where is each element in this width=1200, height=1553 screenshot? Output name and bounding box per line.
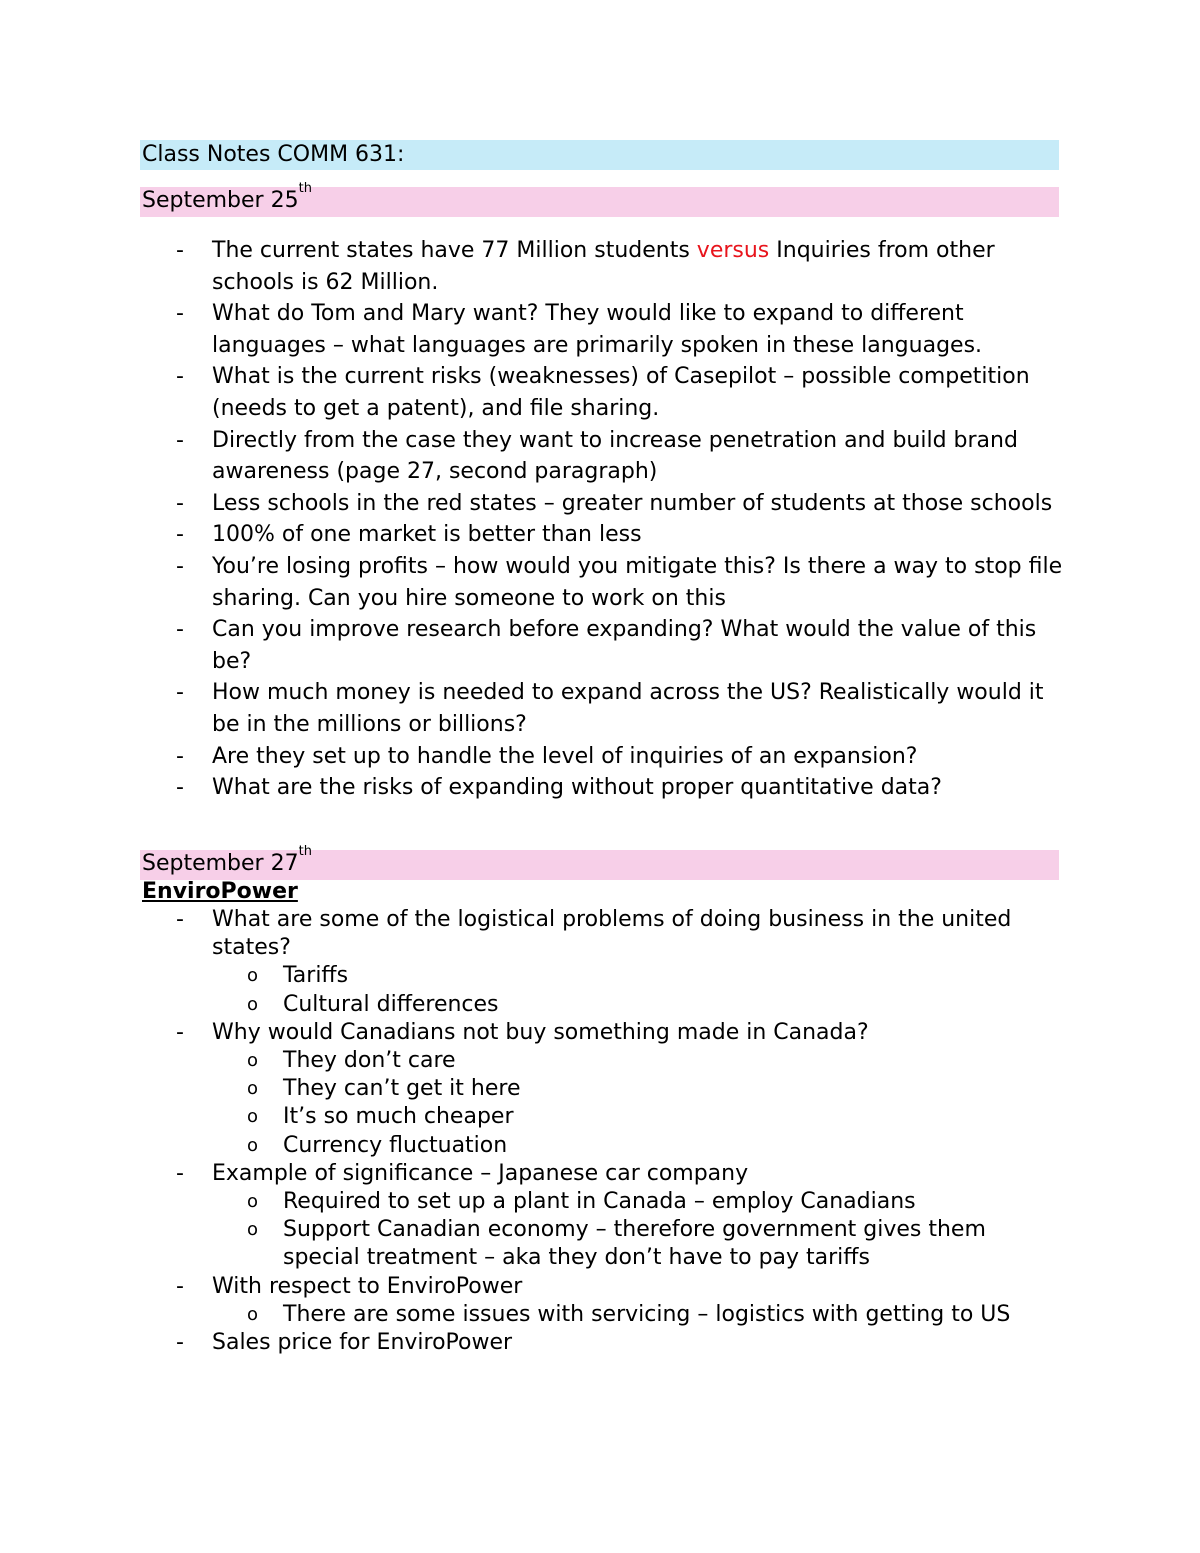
sub-item-text: There are some issues with servicing – logistics with getting to US: [283, 1301, 1011, 1327]
item-text: Why would Canadians not buy something made in Canada?: [212, 1019, 869, 1045]
dash-bullet: -: [176, 301, 184, 327]
item-text: What are some of the logistical problems of doing business in the united states?: [212, 907, 1012, 961]
dash-bullet: -: [176, 490, 184, 516]
item-text: Are they set up to handle the level of inquiries of an expansion?: [212, 743, 918, 769]
dash-bullet: -: [176, 1273, 184, 1299]
item-text: Directly from the case they want to increase penetration and build brand awareness (page 27, second paragraph): [212, 427, 1018, 485]
list-item: [0, 361, 1200, 424]
circle-bullet: o: [247, 1303, 259, 1325]
section-heading-sup: th: [298, 181, 312, 196]
item-text: What do Tom and Mary want? They would like to expand to different languages – what languages are primarily spoken in these languages.: [212, 301, 983, 358]
list-item: [0, 235, 1200, 298]
sub-item-text: Support Canadian economy – therefore government gives them special treatment – aka they don’t have to pay tariffs: [283, 1217, 986, 1271]
sub-item-text: Tariffs: [283, 963, 349, 989]
sub-list-item: [0, 962, 1200, 990]
item-text: How much money is needed to expand across the US? Realistically would it be in the millions or billions?: [212, 680, 1044, 737]
sub-item-text: They can’t get it here: [283, 1076, 521, 1102]
circle-bullet: o: [247, 1106, 259, 1128]
sub-list-item: [0, 1188, 1200, 1216]
circle-bullet: o: [247, 1050, 259, 1072]
page-title: Class Notes COMM 631:: [142, 142, 405, 167]
list-item: [0, 488, 1200, 520]
dash-bullet: -: [176, 1160, 184, 1186]
list-item: [0, 1160, 1200, 1188]
list-item: [0, 551, 1200, 614]
dash-bullet: -: [176, 427, 184, 453]
section-heading-sep25: [142, 181, 312, 216]
list-item: [0, 1273, 1200, 1301]
item-text: 100% of one market is better than less: [212, 522, 642, 548]
item-text: You’re losing profits – how would you mitigate this? Is there a way to stop file sharing. Can you hire someone to work on this: [212, 553, 1063, 611]
list-item: [0, 298, 1200, 361]
dash-bullet: -: [176, 775, 184, 801]
sub-list-item: [0, 1047, 1200, 1075]
sub-item-text: Currency fluctuation: [283, 1132, 508, 1158]
sep27-notes-list: [0, 906, 1200, 1357]
circle-bullet: o: [247, 1191, 259, 1213]
dash-bullet: -: [176, 553, 184, 579]
list-item: [0, 425, 1200, 488]
section-heading-sep27: [142, 844, 312, 879]
list-item: [0, 1329, 1200, 1357]
circle-bullet: o: [247, 965, 259, 987]
sub-item-text: Cultural differences: [283, 991, 499, 1017]
item-text: What are the risks of expanding without proper quantitative data?: [212, 775, 942, 801]
dash-bullet: -: [176, 907, 184, 932]
list-item: [0, 677, 1200, 740]
highlighted-word: versus: [696, 238, 770, 263]
list-item: [0, 1019, 1200, 1047]
sub-list-item: [0, 1132, 1200, 1160]
circle-bullet: o: [247, 1219, 259, 1241]
dash-bullet: -: [176, 1330, 184, 1356]
sub-list-item: [0, 1216, 1200, 1272]
sub-list-item: [0, 1075, 1200, 1103]
sub-item-text: Required to set up a plant in Canada – employ Canadians: [283, 1189, 916, 1215]
section-heading-sup: th: [298, 844, 312, 859]
dash-bullet: -: [176, 238, 184, 263]
list-item: [0, 519, 1200, 551]
list-item: [0, 614, 1200, 677]
case-subheading: EnviroPower: [142, 879, 298, 904]
dash-bullet: -: [176, 743, 184, 769]
sub-list-item: [0, 1103, 1200, 1131]
dash-bullet: -: [176, 1019, 184, 1045]
sub-item-text: It’s so much cheaper: [283, 1104, 514, 1130]
circle-bullet: o: [247, 993, 259, 1015]
sub-list-item: [0, 991, 1200, 1019]
sub-list-item: [0, 1301, 1200, 1329]
section-heading-text: September 27: [142, 851, 299, 876]
dash-bullet: -: [176, 522, 184, 548]
item-text: With respect to EnviroPower: [212, 1273, 523, 1299]
item-text: Sales price for EnviroPower: [212, 1330, 513, 1356]
sep25-notes-list: [0, 235, 1200, 804]
dash-bullet: -: [176, 617, 184, 643]
item-text: Inquiries from other schools is 62 Million.: [212, 238, 995, 295]
item-text: The current states have 77 Million students: [212, 238, 697, 263]
section-heading-text: September 25: [142, 188, 299, 213]
item-text: Less schools in the red states – greater number of students at those schools: [212, 490, 1053, 516]
list-item: [0, 906, 1200, 962]
dash-bullet: -: [176, 364, 184, 390]
list-item: [0, 741, 1200, 773]
dash-bullet: -: [176, 680, 184, 706]
item-text: What is the current risks (weaknesses) of Casepilot – possible competition (needs to get a patent), and file sharing.: [212, 364, 1030, 421]
sub-item-text: They don’t care: [283, 1048, 456, 1074]
circle-bullet: o: [247, 1078, 259, 1100]
item-text: Can you improve research before expanding? What would the value of this be?: [212, 617, 1037, 674]
item-text: Example of significance – Japanese car company: [212, 1160, 749, 1186]
circle-bullet: o: [247, 1134, 259, 1156]
list-item: [0, 772, 1200, 804]
